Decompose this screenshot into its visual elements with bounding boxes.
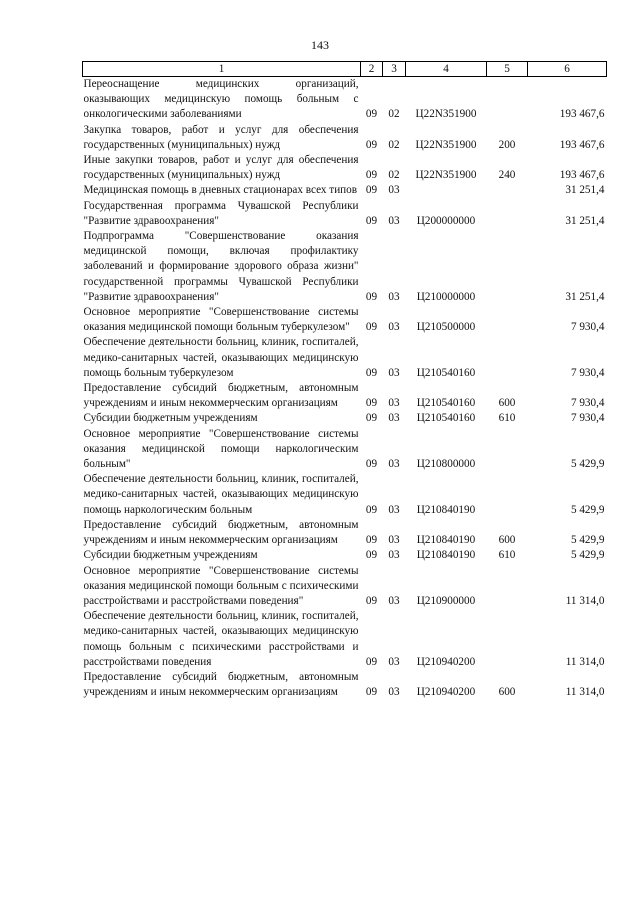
table-row bbox=[83, 548, 607, 563]
row-name: Основное мероприятие "Совершенствование системы оказания медицинской помощи больным с психическими расстройствами и расстройствами поведения" bbox=[83, 564, 359, 607]
row-target-article: Ц210900000 bbox=[416, 594, 476, 607]
row-section: 09 bbox=[365, 214, 378, 227]
header-col-4: 4 bbox=[406, 62, 487, 77]
row-target-article: Ц22N351900 bbox=[415, 138, 477, 151]
table-row bbox=[83, 564, 607, 610]
row-section: 09 bbox=[365, 534, 378, 547]
row-amount: 31 251,4 bbox=[565, 214, 605, 227]
row-amount: 11 314,0 bbox=[565, 655, 605, 668]
row-expense-type: 610 bbox=[498, 412, 516, 425]
row-amount: 193 467,6 bbox=[559, 138, 605, 151]
row-amount: 7 930,4 bbox=[570, 397, 605, 410]
row-amount: 7 930,4 bbox=[570, 412, 605, 425]
row-amount: 5 429,9 bbox=[570, 503, 605, 516]
row-target-article: Ц210840190 bbox=[416, 534, 476, 547]
row-expense-type bbox=[487, 305, 528, 335]
row-subsection: 02 bbox=[388, 108, 400, 121]
row-name: Медицинская помощь в дневных стационарах всех типов bbox=[83, 184, 358, 197]
row-name: Предоставление субсидий бюджетным, автономным учреждениям и иным некоммерческим организациям bbox=[83, 518, 359, 547]
row-amount: 5 429,9 bbox=[570, 458, 605, 471]
row-expense-type: 240 bbox=[498, 169, 516, 182]
row-name: Государственная программа Чувашской Республики "Развитие здравоохранения" bbox=[83, 199, 359, 227]
row-name: Субсидии бюджетным учреждениям bbox=[83, 549, 258, 562]
row-target-article: Ц210800000 bbox=[416, 458, 476, 471]
row-name: Обеспечение деятельности больниц, клиник, госпиталей, медико-санитарных частей, оказывающих медицинскую помощь больным с психическими расстройствами и расстройствами поведения bbox=[83, 610, 359, 668]
row-name: Закупка товаров, работ и услуг для обеспечения государственных (муниципальных) нужд bbox=[83, 123, 359, 151]
row-section: 09 bbox=[365, 594, 378, 607]
row-name: Предоставление субсидий бюджетным, автономным учреждениям и иным некоммерческим организациям bbox=[83, 382, 359, 410]
table-row bbox=[83, 670, 607, 700]
row-section: 09 bbox=[365, 549, 378, 562]
row-amount: 31 251,4 bbox=[565, 290, 605, 303]
row-target-article: Ц22N351900 bbox=[415, 108, 477, 121]
row-subsection: 03 bbox=[388, 655, 400, 668]
row-section: 09 bbox=[365, 321, 378, 334]
row-subsection: 03 bbox=[388, 503, 400, 516]
table-row bbox=[83, 153, 607, 183]
row-section: 09 bbox=[365, 412, 378, 425]
table-row bbox=[83, 518, 607, 548]
row-section: 09 bbox=[365, 169, 378, 182]
row-section: 09 bbox=[365, 290, 378, 303]
row-name: Переоснащение медицинских организаций, оказывающих медицинскую помощь больным с онкологическими заболеваниями bbox=[83, 78, 359, 121]
row-expense-type: 600 bbox=[498, 534, 516, 547]
table-row bbox=[83, 305, 607, 335]
row-amount: 31 251,4 bbox=[565, 184, 605, 197]
row-expense-type: 200 bbox=[498, 138, 516, 151]
table-body bbox=[83, 77, 607, 701]
table-row bbox=[83, 609, 607, 670]
row-target-article: Ц210000000 bbox=[416, 290, 476, 303]
row-subsection: 03 bbox=[388, 458, 400, 471]
row-name: Предоставление субсидий бюджетным, автономным учреждениям и иным некоммерческим организациям bbox=[83, 670, 359, 699]
row-expense-type bbox=[487, 77, 528, 123]
table-row bbox=[83, 427, 607, 473]
row-amount: 11 314,0 bbox=[565, 594, 605, 607]
row-expense-type bbox=[487, 229, 528, 305]
row-section: 09 bbox=[365, 686, 378, 699]
row-target-article: Ц22N351900 bbox=[415, 169, 477, 182]
row-subsection: 03 bbox=[388, 184, 400, 197]
row-name: Иные закупки товаров, работ и услуг для обеспечения государственных (муниципальных) нужд bbox=[83, 154, 359, 182]
row-amount: 5 429,9 bbox=[570, 549, 605, 562]
table-row bbox=[83, 335, 607, 381]
row-section: 09 bbox=[365, 366, 378, 379]
row-subsection: 03 bbox=[388, 290, 400, 303]
row-amount: 193 467,6 bbox=[559, 108, 605, 121]
row-expense-type bbox=[487, 427, 528, 473]
row-amount: 11 314,0 bbox=[565, 686, 605, 699]
row-section: 09 bbox=[365, 458, 378, 471]
row-subsection: 03 bbox=[388, 397, 400, 410]
row-name: Обеспечение деятельности больниц, клиник, госпиталей, медико-санитарных частей, оказывающих медицинскую помощь наркологическим больным bbox=[83, 473, 359, 516]
row-target-article: Ц210540160 bbox=[416, 412, 476, 425]
row-section: 09 bbox=[365, 138, 378, 151]
row-expense-type bbox=[487, 199, 528, 229]
header-col-3: 3 bbox=[383, 62, 406, 77]
row-expense-type bbox=[487, 183, 528, 198]
row-amount: 7 930,4 bbox=[570, 366, 605, 379]
header-row bbox=[83, 62, 607, 77]
row-target-article bbox=[406, 183, 487, 198]
row-subsection: 03 bbox=[388, 686, 400, 699]
table-row bbox=[83, 411, 607, 426]
row-name: Подпрограмма "Совершенствование оказания медицинской помощи, включая профилактику заболеваний и формирование здорового образа жизни" государственной программы Чувашской Республики "Развитие здравоохранения" bbox=[83, 230, 359, 303]
row-subsection: 02 bbox=[388, 169, 400, 182]
row-subsection: 03 bbox=[388, 534, 400, 547]
row-target-article: Ц210840190 bbox=[416, 549, 476, 562]
row-subsection: 03 bbox=[388, 412, 400, 425]
table-row bbox=[83, 199, 607, 229]
row-section: 09 bbox=[365, 184, 378, 197]
row-name: Субсидии бюджетным учреждениям bbox=[83, 412, 258, 425]
row-expense-type bbox=[487, 335, 528, 381]
row-section: 09 bbox=[365, 397, 378, 410]
row-target-article: Ц200000000 bbox=[416, 214, 476, 227]
budget-table bbox=[82, 61, 607, 700]
row-subsection: 02 bbox=[388, 138, 400, 151]
row-target-article: Ц210940200 bbox=[416, 655, 476, 668]
table-row bbox=[83, 472, 607, 518]
row-expense-type bbox=[487, 472, 528, 518]
row-expense-type bbox=[487, 564, 528, 610]
row-expense-type: 600 bbox=[498, 686, 516, 699]
page-number: 143 bbox=[311, 38, 329, 52]
table-row bbox=[83, 123, 607, 153]
row-amount: 7 930,4 bbox=[570, 321, 605, 334]
table-row bbox=[83, 381, 607, 411]
row-expense-type: 610 bbox=[498, 549, 516, 562]
row-name: Основное мероприятие "Совершенствование системы оказания медицинской помощи больным туберкулезом" bbox=[83, 306, 359, 334]
header-col-6: 6 bbox=[528, 62, 607, 77]
row-subsection: 03 bbox=[388, 321, 400, 334]
header-col-5: 5 bbox=[487, 62, 528, 77]
row-expense-type: 600 bbox=[498, 397, 516, 410]
row-expense-type bbox=[487, 609, 528, 670]
row-amount: 5 429,9 bbox=[570, 534, 605, 547]
row-subsection: 03 bbox=[388, 594, 400, 607]
row-subsection: 03 bbox=[388, 214, 400, 227]
row-subsection: 03 bbox=[388, 549, 400, 562]
table-row bbox=[83, 183, 607, 198]
header-col-2: 2 bbox=[361, 62, 383, 77]
header-col-1: 1 bbox=[83, 62, 361, 77]
row-target-article: Ц210540160 bbox=[416, 366, 476, 379]
table-row bbox=[83, 229, 607, 305]
row-section: 09 bbox=[365, 503, 378, 516]
row-name: Обеспечение деятельности больниц, клиник, госпиталей, медико-санитарных частей, оказывающих медицинскую помощь больным туберкулезом bbox=[83, 336, 359, 379]
row-subsection: 03 bbox=[388, 366, 400, 379]
row-section: 09 bbox=[365, 655, 378, 668]
row-target-article: Ц210940200 bbox=[416, 686, 476, 699]
row-section: 09 bbox=[365, 108, 378, 121]
row-target-article: Ц210540160 bbox=[416, 397, 476, 410]
row-amount: 193 467,6 bbox=[559, 169, 605, 182]
row-name: Основное мероприятие "Совершенствование системы оказания медицинской помощи наркологическим больным" bbox=[83, 427, 359, 471]
table-row bbox=[83, 77, 607, 123]
row-target-article: Ц210840190 bbox=[416, 503, 476, 516]
row-target-article: Ц210500000 bbox=[416, 321, 476, 334]
